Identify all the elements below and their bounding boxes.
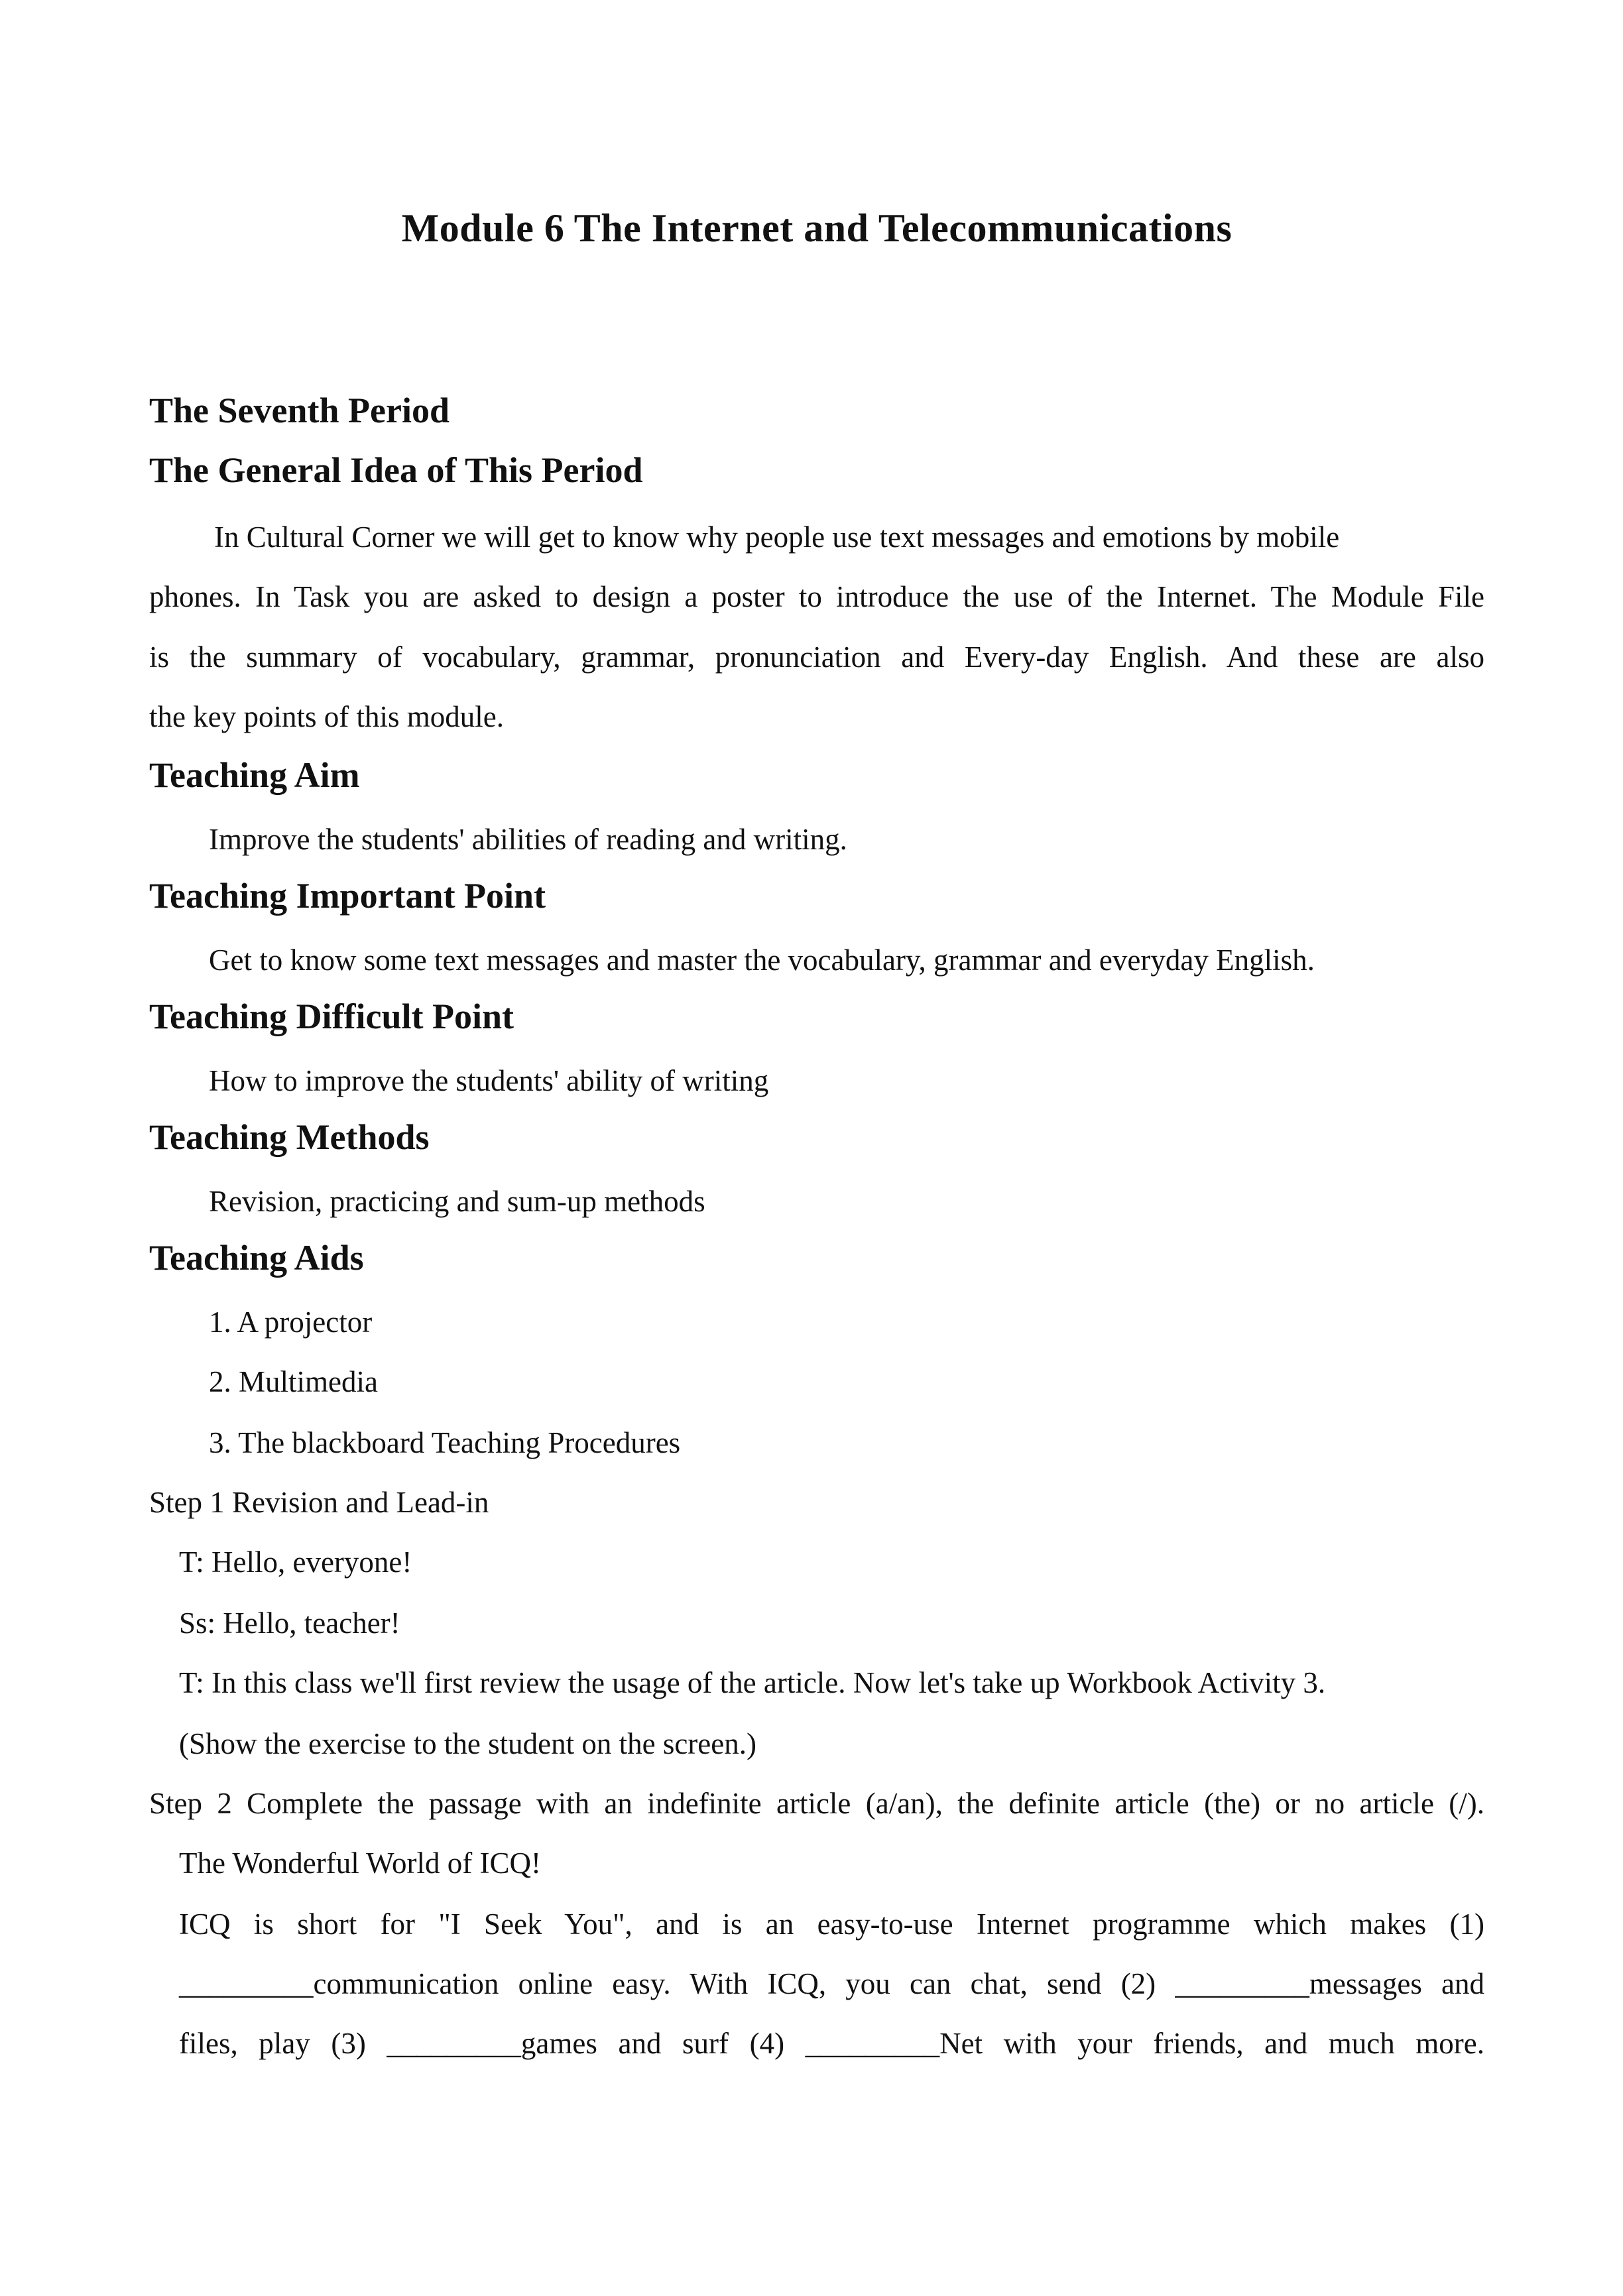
- aids-heading: Teaching Aids: [149, 1238, 364, 1278]
- dialogue-line: T: In this class we'll first review the usage of the article. Now let's take up Workbook Activity 3.: [179, 1666, 1326, 1699]
- important-point-heading: Teaching Important Point: [149, 876, 546, 916]
- general-idea-line-2: phones. In Task you are asked to design a poster to introduce the use of the Internet. The Module File: [149, 580, 1484, 613]
- period-heading: The Seventh Period: [149, 391, 450, 430]
- passage-title: The Wonderful World of ICQ!: [179, 1846, 541, 1880]
- teaching-aim-text: Improve the students' abilities of reading and writing.: [209, 823, 847, 856]
- page-title: Module 6 The Internet and Telecommunications: [401, 206, 1232, 250]
- aid-item: 3. The blackboard Teaching Procedures: [209, 1426, 681, 1459]
- methods-text: Revision, practicing and sum-up methods: [209, 1185, 705, 1218]
- difficult-point-heading: Teaching Difficult Point: [149, 997, 514, 1036]
- dialogue-line: T: Hello, everyone!: [179, 1545, 412, 1579]
- methods-heading: Teaching Methods: [149, 1117, 430, 1157]
- teaching-aim-heading: Teaching Aim: [149, 755, 360, 795]
- aid-item: 1. A projector: [209, 1305, 373, 1339]
- passage-line: ICQ is short for "I Seek You", and is an easy-to-use Internet programme which makes (1): [179, 1907, 1484, 1941]
- important-point-text: Get to know some text messages and master the vocabulary, grammar and everyday English.: [209, 943, 1315, 977]
- aid-item: 2. Multimedia: [209, 1365, 378, 1398]
- general-idea-line-4: the key points of this module.: [149, 700, 504, 733]
- difficult-point-text: How to improve the students' ability of writing: [209, 1064, 769, 1097]
- passage-line: _________communication online easy. With ICQ, you can chat, send (2) _________messages and: [179, 1967, 1484, 2000]
- dialogue-line: (Show the exercise to the student on the screen.): [179, 1727, 756, 1760]
- dialogue-line: Ss: Hello, teacher!: [179, 1606, 400, 1640]
- passage-line: files, play (3) _________games and surf (4) _________Net with your friends, and much more.: [179, 2027, 1484, 2060]
- general-idea-line-1: In Cultural Corner we will get to know why people use text messages and emotions by mobile: [214, 520, 1340, 554]
- general-idea-line-3: is the summary of vocabulary, grammar, pronunciation and Every-day English. And these are also: [149, 640, 1484, 674]
- step-1-heading: Step 1 Revision and Lead-in: [149, 1486, 489, 1519]
- general-idea-heading: The General Idea of This Period: [149, 450, 643, 490]
- step-2-heading: Step 2 Complete the passage with an indefinite article (a/an), the definite article (the) or no article (/).: [149, 1787, 1484, 1820]
